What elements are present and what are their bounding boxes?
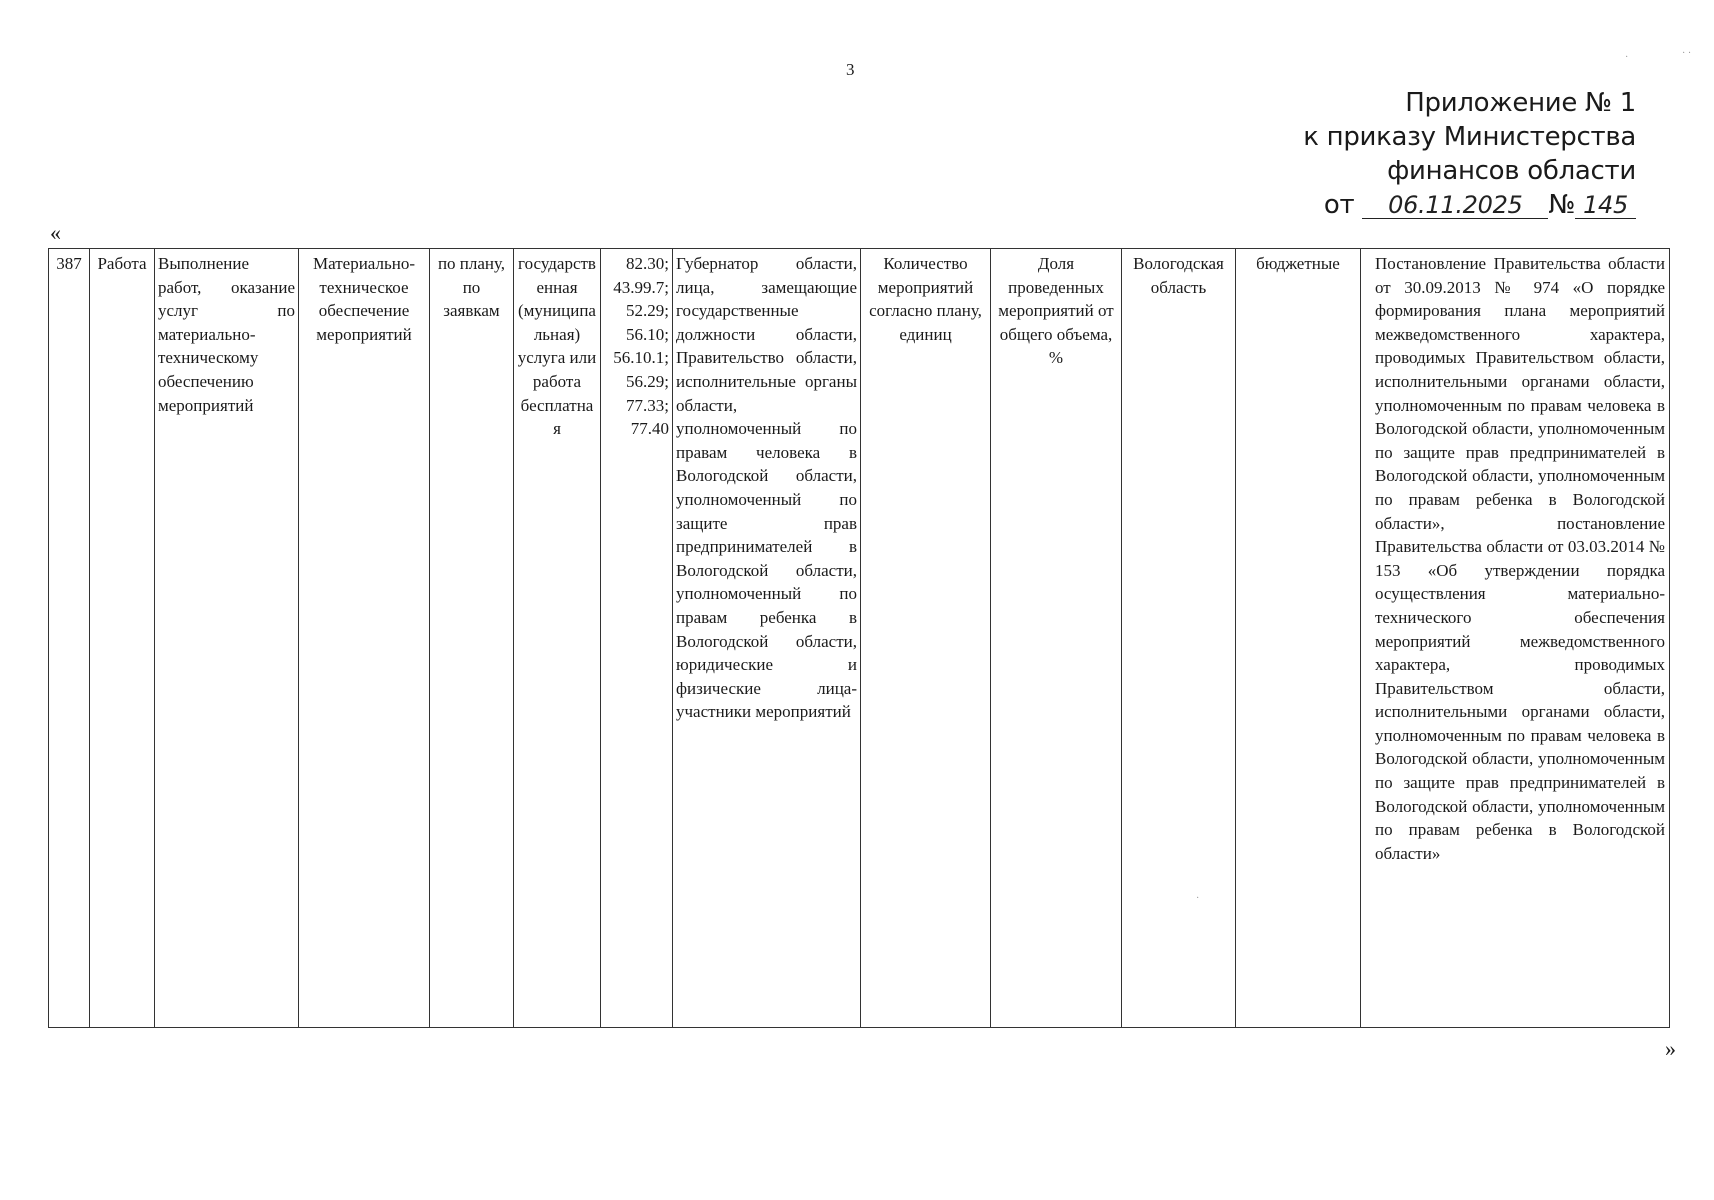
scan-dot: · · <box>1682 48 1692 59</box>
appendix-date-number-line <box>1303 188 1636 222</box>
cell-conditions: по плану, по заявкам <box>430 249 514 1028</box>
from-label: от <box>1323 190 1355 220</box>
appendix-title: Приложение № 1 <box>1405 88 1636 118</box>
appendix-order-ref: к приказу Министерства <box>1303 122 1636 152</box>
cell-consumers: Губернатор области, лица, замещающие государственные должности области, Правительство области, исполнительные органы области, уполномоченный по правам человека в Вологодской области, уполномоченный по защите прав предпринимателей в Вологодской области, уполномоченный по правам ребенка в Вологодской области, юридические и физические лица-участники мероприятий <box>673 249 861 1028</box>
cell-quality-indicator: Доля проведенных мероприятий от общего объема, % <box>991 249 1122 1028</box>
cell-category: государственная (муниципальная) услуга или работа бесплатная <box>514 249 601 1028</box>
cell-okved: 82.30; 43.99.7; 52.29; 56.10; 56.10.1; 56.29; 77.33; 77.40 <box>601 249 673 1028</box>
services-table <box>48 248 1670 1028</box>
cell-legal-basis: Постановление Правительства области от 30.09.2013 № 974 «О порядке формирования плана мероприятий межведомственного характера, проводимых Правительством области, исполнительными органами области, уполномоченным по правам человека в Вологодской области, уполномоченным по защите прав предпринимателей в Вологодской области, уполномоченным по правам ребенка в Вологодской области», постановление Правительства области от 03.03.2014 № 153 «Об утверждении порядка осуществления материально-технического обеспечения мероприятий межведомственного характера, проводимых Правительством области, исполнительными органами области, уполномоченным по правам человека в Вологодской области, уполномоченным по защите прав предпринимателей в Вологодской области, уполномоченным по правам ребенка в Вологодской области» <box>1361 249 1670 1028</box>
opening-quote: « <box>50 220 61 245</box>
scan-dot: · <box>1625 52 1629 63</box>
number-label: № <box>1548 190 1576 220</box>
handwritten-date: 06.11.2025 <box>1362 192 1548 219</box>
page-number: 3 <box>846 60 855 79</box>
scan-dot: · <box>1196 893 1200 904</box>
cell-region: Вологодская область <box>1122 249 1236 1028</box>
appendix-header <box>1303 86 1636 222</box>
cell-row-number: 387 <box>49 249 90 1028</box>
cell-volume-indicator: Количество мероприятий согласно плану, единиц <box>861 249 991 1028</box>
appendix-ministry: финансов области <box>1387 156 1636 186</box>
cell-name: Выполнение работ, оказание услуг по материально-техническому обеспечению мероприятий <box>155 249 299 1028</box>
cell-institution-type: бюджетные <box>1236 249 1361 1028</box>
table-row <box>49 249 1670 1028</box>
closing-quote: » <box>1665 1036 1676 1061</box>
handwritten-number: 145 <box>1575 192 1636 219</box>
cell-type: Работа <box>90 249 155 1028</box>
cell-content: Материально-техническое обеспечение мероприятий <box>299 249 430 1028</box>
